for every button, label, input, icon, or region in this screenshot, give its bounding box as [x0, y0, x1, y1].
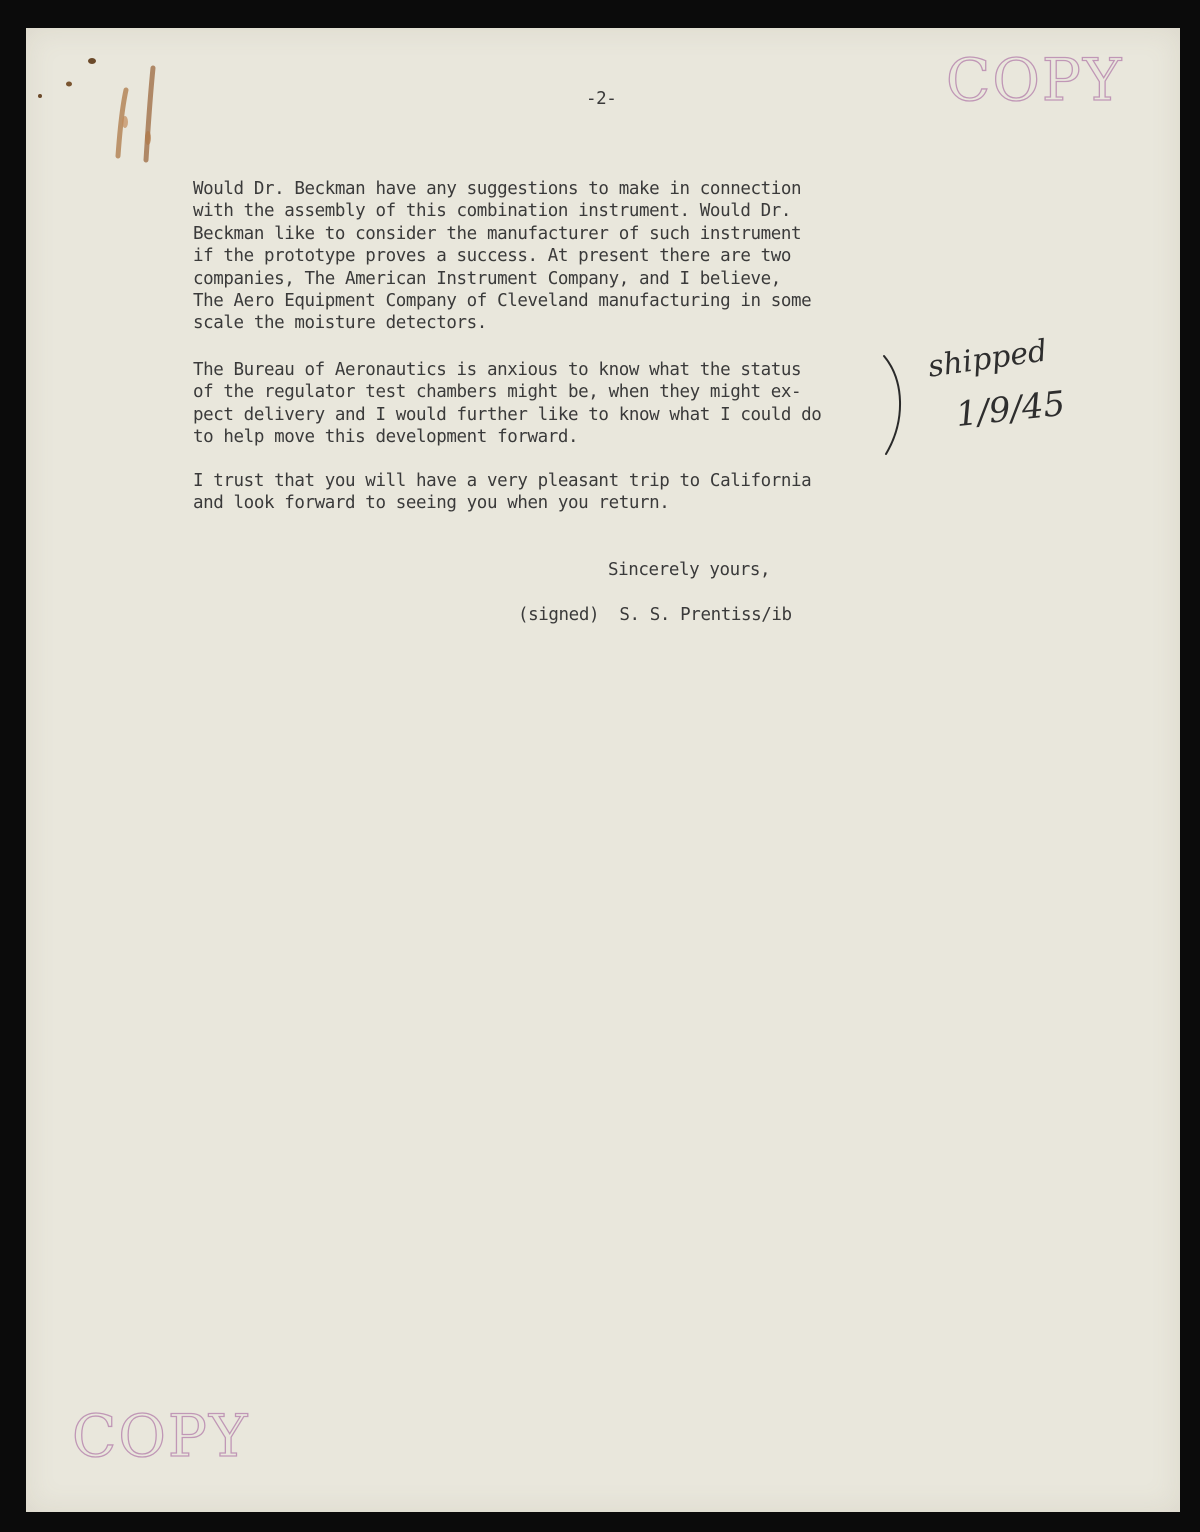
- signature-line: (signed) S. S. Prentiss/ib: [518, 605, 792, 625]
- closing-line: Sincerely yours,: [608, 560, 771, 580]
- page-number: -2-: [586, 89, 617, 109]
- handwritten-date: 1/9/45: [953, 383, 1067, 436]
- document-page: [26, 28, 1180, 1512]
- copy-stamp-bottom: COPY: [72, 1402, 250, 1470]
- handwritten-shipped-note: [896, 333, 1096, 443]
- copy-stamp-top: COPY: [946, 46, 1124, 114]
- paragraph-2: The Bureau of Aeronautics is anxious to know what the status of the regulator test chambers might be, when they might ex- pect delivery and I would further like to know what I could do to help move this development forward.: [193, 360, 822, 448]
- paragraph-1: Would Dr. Beckman have any suggestions to make in connection with the assembly of this combination instrument. Would Dr. Beckman like to consider the manufacturer of such instrument if the prototype proves a success. At present there are two companies, The American Instrument Company, and I believe, The Aero Equipment Company of Cleveland manufacturing in some scale the moisture detectors.: [193, 179, 812, 334]
- handwritten-word: shipped: [925, 333, 1050, 385]
- paragraph-3: I trust that you will have a very pleasant trip to California and look forward to seeing you when you return.: [193, 471, 812, 514]
- rust-stain-marks: [26, 28, 186, 178]
